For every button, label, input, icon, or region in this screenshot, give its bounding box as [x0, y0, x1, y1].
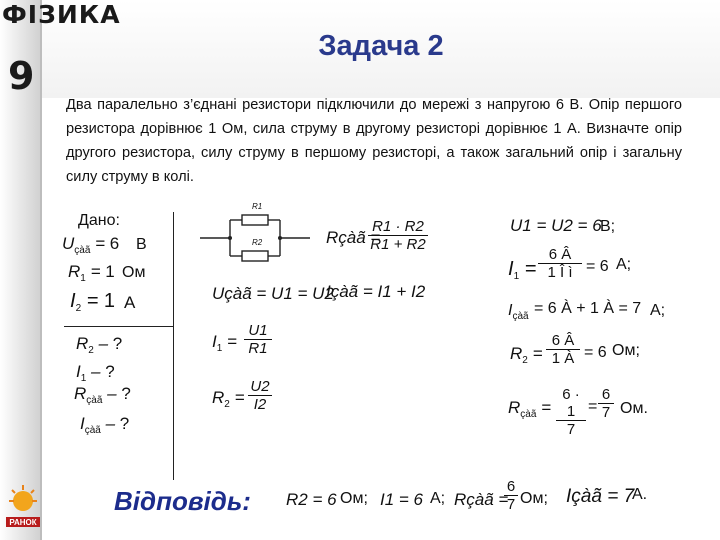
- given-r1-unit: Ом: [122, 264, 146, 281]
- calc-equals: =: [588, 398, 598, 415]
- grade-number: 9: [8, 54, 35, 98]
- given-divider: [64, 326, 174, 327]
- resistor-r2-label: R2: [252, 238, 263, 247]
- calc-r2-lhs: $R_2$ =: [510, 344, 543, 366]
- answer-r2: R2 = 6: [286, 490, 337, 509]
- given-i2-unit: А: [124, 293, 136, 312]
- given-r1: $R_1 = 1$: [68, 262, 115, 284]
- unknown-i1: $I_1$ – ?: [76, 362, 115, 384]
- answer-rtotal-unit: Ом;: [520, 490, 548, 507]
- formula-r2-fraction: $\frac{U2}{I2}$: [248, 378, 272, 413]
- answer-rtotal-lhs: Rçàã =: [454, 490, 509, 509]
- calc-i1-lhs: $I_1$ =: [508, 258, 537, 282]
- calc-i1-result: = 6: [586, 258, 609, 275]
- calc-rtotal-fraction: $\frac{6 \cdot 1}{7}$: [556, 386, 586, 438]
- formula-itotal: Içàã = I1 + I2: [326, 282, 426, 301]
- unknown-r2: $R_2$ – ?: [76, 334, 123, 356]
- resistor-r2: [242, 251, 268, 261]
- formula-r2-lhs: $R_2$ =: [212, 388, 245, 410]
- resistor-r1: [242, 215, 268, 225]
- calc-voltage: U1 = U2 = 6: [510, 216, 602, 235]
- calc-r2-fraction: $\frac{6 Â}{1 À}$: [546, 332, 580, 367]
- publisher-logo: [6, 484, 40, 530]
- calc-rtotal-lhs: $R_{çàã}$ =: [508, 398, 552, 420]
- calc-voltage-unit: В;: [600, 218, 616, 235]
- answer-itotal: Içàã = 7: [566, 486, 635, 507]
- answer-i1: I1 = 6: [380, 490, 424, 509]
- formula-rtotal-lhs: Rçàã =: [326, 228, 381, 247]
- given-label: Дано:: [78, 212, 120, 229]
- given-voltage: $U_{çàã} = 6$: [62, 234, 120, 256]
- calc-r2-unit: Ом;: [612, 342, 640, 359]
- answer-itotal-unit: А.: [632, 486, 648, 503]
- given-voltage-unit: В: [136, 236, 147, 253]
- subject-logo: ФІЗИКА: [2, 0, 121, 29]
- answer-r2-unit: Ом;: [340, 490, 368, 507]
- calc-itotal-unit: А;: [650, 302, 666, 319]
- answer-label: Відповідь:: [114, 486, 251, 516]
- column-divider: [173, 212, 174, 480]
- calc-rtotal-fraction-result: $\frac{6}{7}$: [598, 386, 614, 421]
- calc-itotal: = 6 À + 1 À = 7: [534, 300, 642, 317]
- calc-r2-result: = 6: [584, 344, 607, 361]
- page-title: Задача 2: [318, 30, 444, 62]
- calc-rtotal-unit: Ом.: [620, 400, 648, 417]
- given-i2: $I_2 = 1$: [70, 290, 116, 314]
- problem-statement: Два паралельно з’єднані резистори підключили до мережі з напругою 6 В. Опір першого резистора дорівнює 1 Ом, сила струму в другому резисторі дорівнює 1 А. Визначте опір другого резистора, силу струму в першому резисторі, а також загальний опір і загальну силу струму в колі.: [66, 97, 682, 185]
- calc-i1-fraction: $\frac{6 Â}{\text{1 Î ì}}$: [538, 246, 582, 281]
- resistor-r1-label: R1: [252, 202, 263, 211]
- unknown-itot: $I_{çàã}$ – ?: [80, 414, 130, 436]
- answer-i1-unit: А;: [430, 490, 446, 507]
- svg-text:РАНОК: РАНОК: [9, 518, 37, 527]
- answer-rtotal-fraction: $\frac{6}{7}$: [504, 478, 518, 513]
- calc-i1-unit: А;: [616, 256, 632, 273]
- formula-rtotal-fraction: $\frac{R1 \cdot R2}{R1 + R2}$: [368, 218, 428, 253]
- formula-i1-fraction: $\frac{U1}{R1}$: [244, 322, 272, 357]
- formula-voltage: Uçàã = U1 = U2: [212, 284, 334, 303]
- calc-itotal-lhs: $I_{çàã}$: [508, 302, 529, 322]
- formula-i1-lhs: $I_1$ =: [212, 332, 237, 354]
- unknown-rtot: $R_{çàã}$ – ?: [74, 384, 131, 406]
